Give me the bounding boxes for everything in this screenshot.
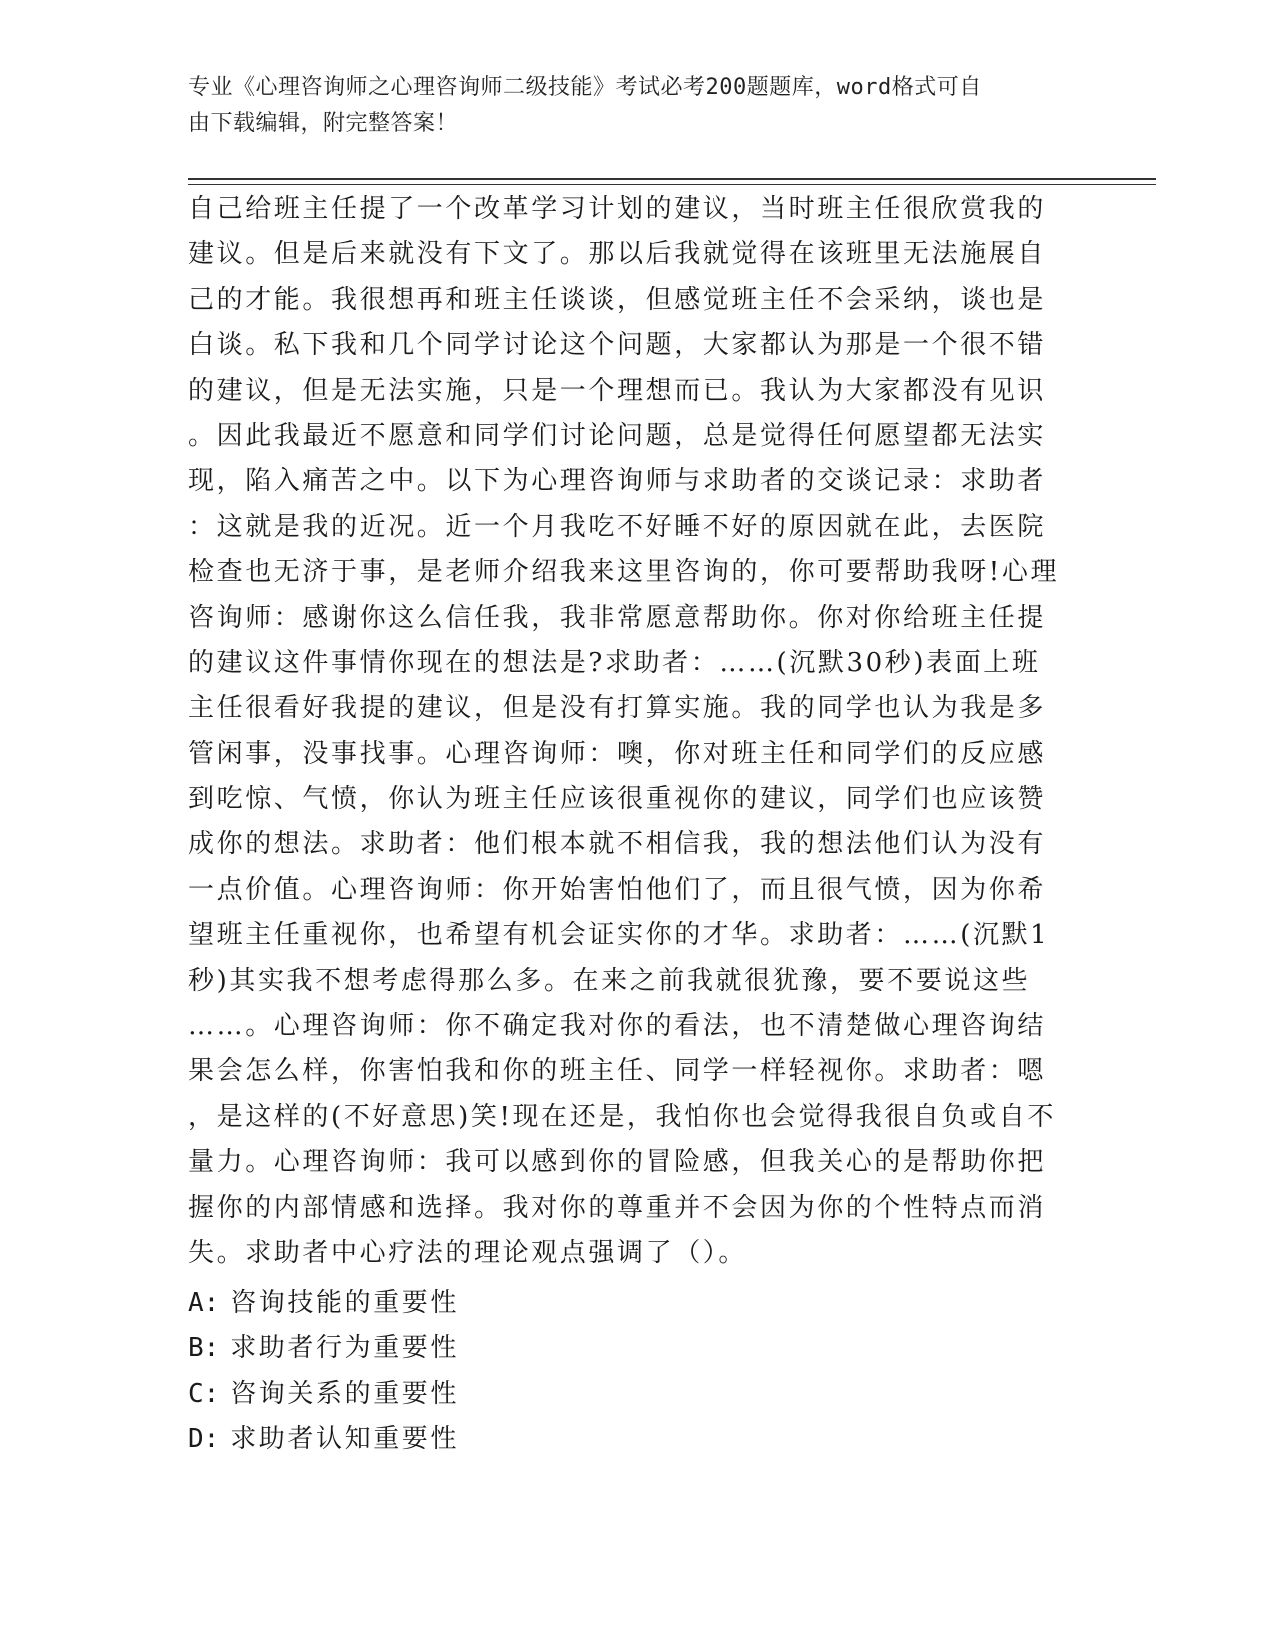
answer-options	[188, 1281, 459, 1463]
passage-line: 管闲事，没事找事。心理咨询师：噢，你对班主任和同学们的反应感	[188, 738, 1047, 769]
passage-line: 建议。但是后来就没有下文了。那以后我就觉得在该班里无法施展自	[188, 239, 1047, 270]
passage-line: 主任很看好我提的建议，但是没有打算实施。我的同学也认为我是多	[188, 693, 1047, 724]
header-title-line-1: 专业《心理咨询师之心理咨询师二级技能》考试必考200题题库，word格式可自	[188, 75, 982, 100]
passage-line: 秒)其实我不想考虑得那么多。在来之前我就很犹豫，要不要说这些	[188, 965, 1031, 996]
passage-line: 望班主任重视你，也希望有机会证实你的才华。求助者：……(沉默1	[188, 920, 1050, 951]
header-divider-thin	[188, 184, 1156, 185]
option-d-text: 求助者认知重要性	[230, 1424, 459, 1455]
passage-line: 握你的内部情感和选择。我对你的尊重并不会因为你的个性特点而消	[188, 1192, 1047, 1223]
passage-line: ，是这样的(不好意思)笑!现在还是，我怕你也会觉得我很自负或自不	[188, 1101, 1056, 1132]
option-c	[188, 1372, 459, 1417]
header-divider-thick	[188, 178, 1156, 180]
option-b	[188, 1326, 459, 1371]
passage-line: 现，陷入痛苦之中。以下为心理咨询师与求助者的交谈记录：求助者	[188, 466, 1047, 497]
passage-line: ……。心理咨询师：你不确定我对你的看法，也不清楚做心理咨询结	[188, 1011, 1047, 1042]
option-b-key: B:	[188, 1333, 220, 1364]
option-d-key: D:	[188, 1424, 220, 1455]
passage-line: 成你的想法。求助者：他们根本就不相信我，我的想法他们认为没有	[188, 829, 1047, 860]
passage-line: 己的才能。我很想再和班主任谈谈，但感觉班主任不会采纳，谈也是	[188, 284, 1047, 315]
option-c-text: 咨询关系的重要性	[230, 1378, 459, 1409]
passage-line: 一点价值。心理咨询师：你开始害怕他们了，而且很气愤，因为你希	[188, 874, 1047, 905]
passage-line: 。因此我最近不愿意和同学们讨论问题，总是觉得任何愿望都无法实	[188, 420, 1047, 451]
option-a	[188, 1281, 459, 1326]
passage-line: 果会怎么样，你害怕我和你的班主任、同学一样轻视你。求助者：嗯	[188, 1056, 1047, 1087]
option-a-key: A:	[188, 1288, 220, 1318]
question-passage	[188, 187, 1068, 1276]
option-b-text: 求助者行为重要性	[230, 1333, 459, 1364]
option-d	[188, 1417, 459, 1462]
passage-line: 的建议这件事情你现在的想法是?求助者：……(沉默30秒)表面上班	[188, 647, 1041, 678]
option-c-key: C:	[188, 1378, 220, 1409]
passage-line: 量力。心理咨询师：我可以感到你的冒险感，但我关心的是帮助你把	[188, 1147, 1047, 1178]
passage-line: 的建议，但是无法实施，只是一个理想而已。我认为大家都没有见识	[188, 375, 1047, 406]
passage-line: ：这就是我的近况。近一个月我吃不好睡不好的原因就在此，去医院	[188, 511, 1047, 542]
passage-line: 自己给班主任提了一个改革学习计划的建议，当时班主任很欣赏我的	[188, 194, 1047, 224]
passage-line: 检查也无济于事，是老师介绍我来这里咨询的，你可要帮助我呀!心理	[188, 557, 1060, 588]
option-a-text: 咨询技能的重要性	[230, 1288, 459, 1318]
passage-line: 咨询师：感谢你这么信任我，我非常愿意帮助你。你对你给班主任提	[188, 602, 1047, 633]
passage-line: 白谈。私下我和几个同学讨论这个问题，大家都认为那是一个很不错	[188, 330, 1047, 361]
question-stem-line: 失。求助者中心疗法的理论观点强调了（）。	[188, 1237, 748, 1268]
passage-line: 到吃惊、气愤，你认为班主任应该很重视你的建议，同学们也应该赞	[188, 784, 1047, 815]
page-header	[188, 70, 1068, 142]
header-title-line-2: 由下载编辑，附完整答案！	[188, 111, 459, 136]
